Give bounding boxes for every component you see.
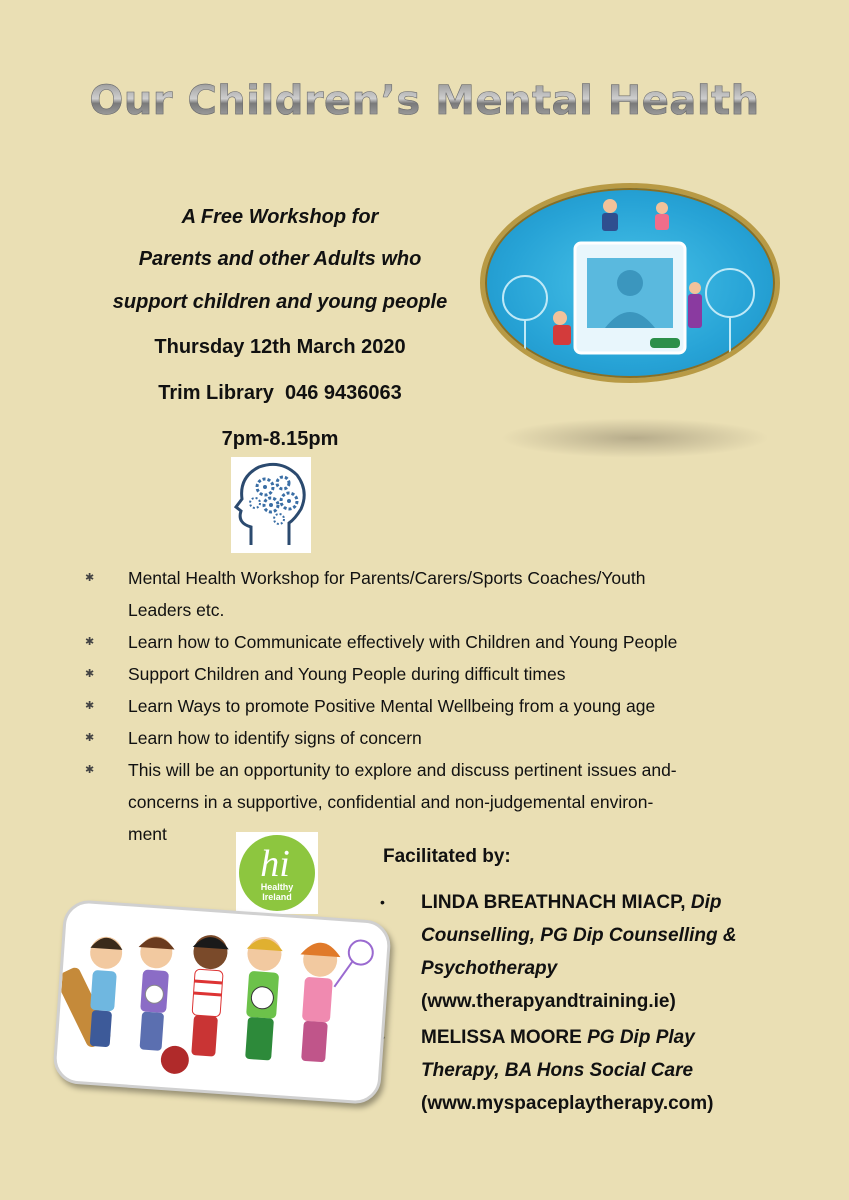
facilitator-website: (www.myspaceplaytherapy.com) (421, 1093, 714, 1114)
brain-gears-image (231, 457, 311, 553)
illustration-shadow (500, 418, 770, 458)
asterisk-bullet-icon: ✱ (85, 732, 95, 744)
facilitator-qualification: Dip (685, 892, 722, 913)
list-item-line: Learn how to Communicate effectively with Children and Young People (128, 632, 678, 652)
intro-block (85, 196, 475, 462)
asterisk-bullet-icon: ✱ (85, 700, 95, 712)
list-item-line: Support Children and Young People during difficult times (128, 664, 566, 684)
list-item (85, 626, 785, 658)
list-item-line: ment (128, 824, 167, 844)
facilitator-melissa (383, 1021, 803, 1120)
healthy-ireland-icon (236, 832, 318, 914)
facilitator-name: MELISSA MOORE (421, 1027, 582, 1048)
children-playing-image (55, 902, 389, 1102)
social-media-illustration (480, 183, 780, 383)
logo-hi-text: hi (260, 843, 290, 885)
workshop-bullet-list (85, 562, 785, 850)
asterisk-bullet-icon: ✱ (85, 636, 95, 648)
list-item-line: This will be an opportunity to explore and discuss pertinent issues and- (128, 760, 677, 780)
list-item-line: Mental Health Workshop for Parents/Carers/Sports Coaches/Youth (128, 568, 646, 588)
healthy-ireland-logo (236, 832, 318, 914)
list-item (85, 690, 785, 722)
asterisk-bullet-icon: ✱ (85, 764, 95, 776)
logo-healthy-text: Healthy (260, 882, 294, 892)
bullet-dot-icon: • (380, 894, 385, 910)
intro-line-3: support children and young people (112, 291, 448, 313)
event-date: Thursday 12th March 2020 (154, 336, 406, 358)
list-item-line: Learn Ways to promote Positive Mental Wellbeing from a young age (128, 696, 656, 716)
list-item (85, 658, 785, 690)
facilitator-qualification: Therapy, BA Hons Social Care (421, 1060, 694, 1081)
facilitator-linda (380, 886, 803, 1018)
intro-line-2: Parents and other Adults who (138, 248, 422, 270)
facilitator-qualification: PG Dip Play (581, 1027, 695, 1048)
event-venue: Trim Library 046 9436063 (158, 382, 402, 404)
facilitator-name: LINDA BREATHNACH MIACP, (421, 892, 686, 913)
facilitated-heading: Facilitated by: (383, 846, 511, 867)
asterisk-bullet-icon: ✱ (85, 572, 95, 584)
list-item (85, 722, 785, 754)
list-item-line: concerns in a supportive, confidential and non-judgemental environ- (128, 792, 654, 812)
facilitator-website: (www.therapyandtraining.ie) (421, 991, 676, 1012)
children-illustration (52, 899, 392, 1105)
intro-line-1: A Free Workshop for (181, 206, 379, 228)
facilitator-qualification: Counselling, PG Dip Counselling & (421, 925, 737, 946)
logo-ireland-text: Ireland (262, 892, 292, 902)
list-item (85, 754, 785, 850)
event-time: 7pm-8.15pm (221, 428, 339, 450)
asterisk-bullet-icon: ✱ (85, 668, 95, 680)
brain-gears-icon (231, 457, 311, 553)
social-media-image (485, 188, 775, 378)
page-title: Our Children’s Mental Health (0, 78, 849, 124)
list-item (85, 562, 785, 626)
list-item-line: Learn how to identify signs of concern (128, 728, 422, 748)
facilitator-qualification: Psychotherapy (421, 958, 558, 979)
list-item-line: Leaders etc. (128, 600, 225, 620)
